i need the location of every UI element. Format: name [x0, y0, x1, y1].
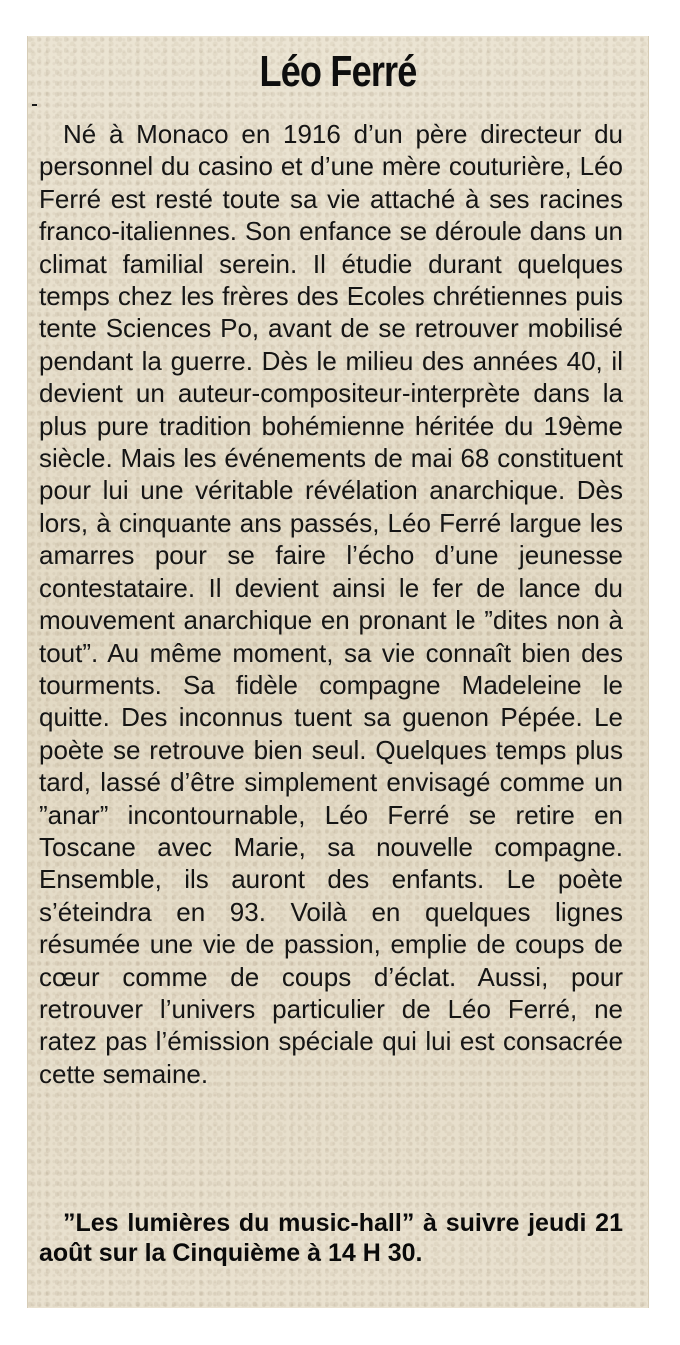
broadcast-note: ”Les lumières du music-hall” à suivre jeudi 21 août sur la Cinquième à 14 H 30.	[39, 1209, 623, 1267]
article-body: Né à Monaco en 1916 d’un père directeur du personnel du casino et d’une mère couturière, Léo Ferré est resté toute sa vie attaché à ses racines franco-italiennes. Son enfance se déroule dans un climat familial serein. Il étudie durant quelques temps chez les frères des Ecoles chrétiennes puis tente Sciences Po, avant de se retrouver mobilisé pendant la guerre. Dès le milieu des années 40, il devient un auteur-compositeur-interprète dans la plus pure tradition bohémienne héritée du 19ème siècle. Mais les événements de mai 68 constituent pour lui une véritable révélation anarchique. Dès lors, à cinquante ans passés, Léo Ferré largue les amarres pour se faire l’écho d’une jeunesse contestataire. Il devient ainsi le fer de lance du mouvement anarchique en pronant le ”dites non à tout”. Au même moment, sa vie connaît bien des tourments. Sa fidèle compagne Madeleine le quitte. Des inconnus tuent sa guenon Pépée. Le poète se retrouve bien seul. Quelques temps plus tard, lassé d’être simplement envisagé comme un ”anar” incontournable, Léo Ferré se retire en Toscane avec Marie, sa nouvelle compagne. Ensemble, ils auront des enfants. Le poète s’éteindra en 93. Voilà en quelques lignes résumée une vie de passion, emplie de coups de cœur comme de coups d’éclat. Aussi, pour retrouver l’univers particulier de Léo Ferré, ne ratez pas l’émission spéciale qui lui est consacrée cette semaine.	[39, 119, 623, 1089]
newspaper-clipping	[27, 36, 649, 1308]
print-mark	[32, 104, 37, 106]
article-title: Léo Ferré	[259, 47, 417, 96]
